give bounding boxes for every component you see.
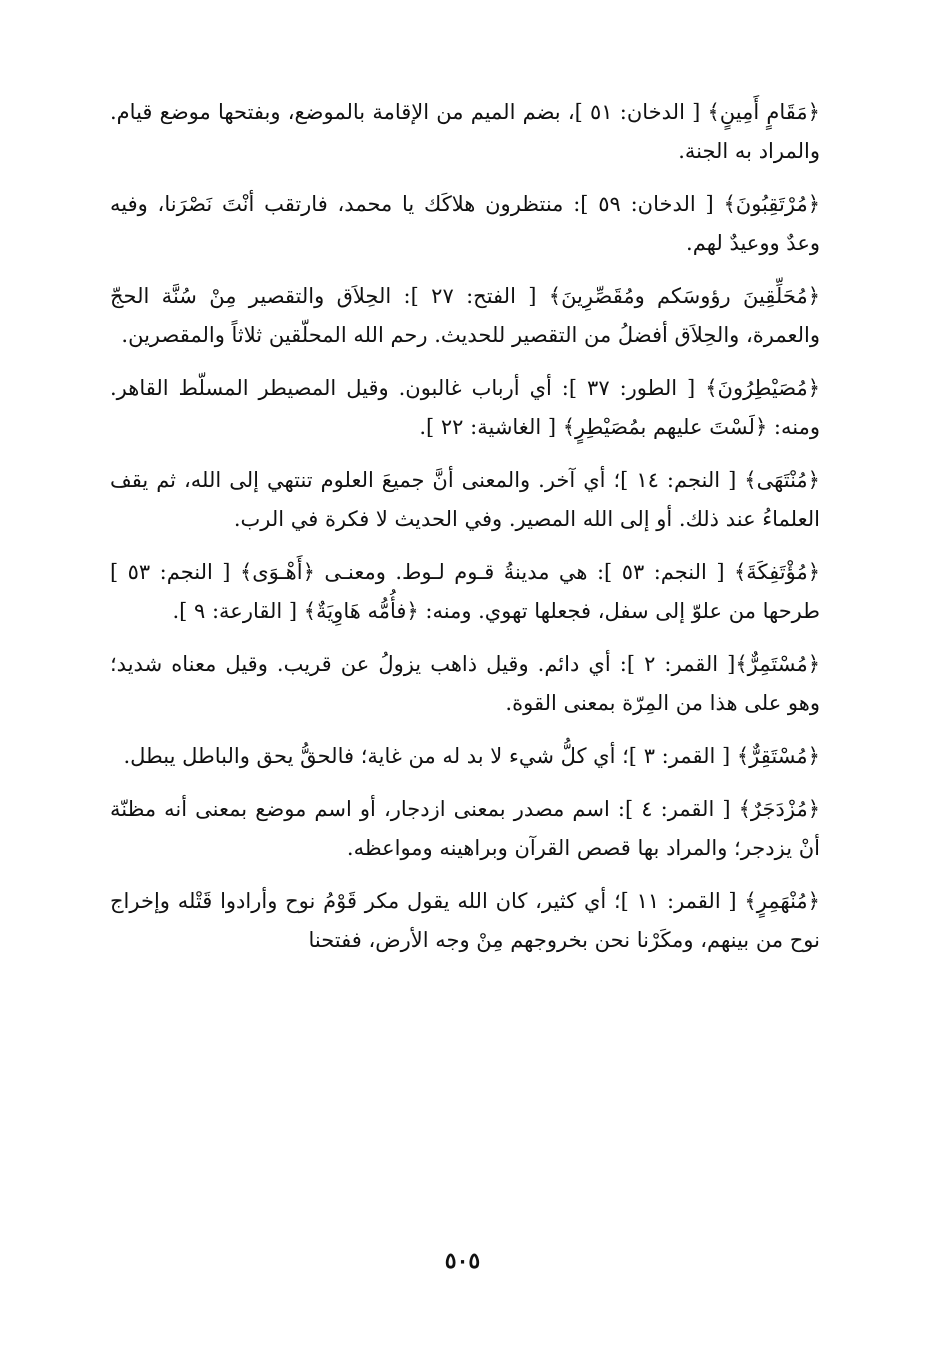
glossary-entry <box>110 645 820 723</box>
glossary-entry <box>110 185 820 263</box>
entry-text: ﴿مُسْتَمِرٌّ﴾[ القمر: ٢ ]: أي دائم. وقيل ذاهب يزولُ عن قريب. وقيل معناه شديد؛ وهو على هذا من المِرّة بمعنى القوة. <box>110 652 821 715</box>
entry-text: ﴿مُصَيْطِرُونَ﴾ [ الطور: ٣٧ ]: أي أرباب غالبون. وقيل المصيطر المسلّط القاهر. ومنه: ﴿لَسْتَ عليهم بمُصَيْطِرٍ﴾ [ الغاشية: ٢٢ ]. <box>110 376 820 439</box>
glossary-entry <box>110 553 820 631</box>
glossary-entry <box>110 369 820 447</box>
glossary-entry <box>110 790 820 868</box>
page-number: ٥٠٥ <box>444 1248 481 1274</box>
glossary-entry <box>110 737 820 776</box>
entry-text: ﴿مَقَامٍ أَمِينٍ﴾ [ الدخان: ٥١ ]، بضم الميم من الإقامة بالموضع، وبفتحها موضع قيام. والمراد به الجنة. <box>110 100 820 163</box>
entry-text: ﴿مُنْتَهَى﴾ [ النجم: ١٤ ]؛ أي آخر. والمعنى أنَّ جميعَ العلوم تنتهي إلى الله، ثم يقف العلماءُ عند ذلك. أو إلى الله المصير. وفي الحديث لا فكرة في الرب. <box>110 468 820 531</box>
entry-text: ﴿مُحَلِّقِينَ رؤوسَكم ومُقَصِّرِينَ﴾ [ الفتح: ٢٧ ]: الحِلاَق والتقصير مِنْ سُنَّة الحجّ والعمرة، والحِلاَق أفضلُ من التقصير للحديث. رحم الله المحلّقين ثلاثاً والمقصرين. <box>110 284 820 347</box>
entry-text: ﴿مُرْتَقِبُونَ﴾ [ الدخان: ٥٩ ]: منتظرون هلاكَك يا محمد، فارتقب أنْتَ نَصْرَنا، وفيه وعدٌ ووعيدٌ لهم. <box>110 192 821 255</box>
entry-text: ﴿مُؤْتَفِكَةَ﴾ [ النجم: ٥٣ ]: هي مدينةُ قـوم لـوط. ومعنـى ﴿أَهْـوَى﴾ [ النجم: ٥٣ ] طرحها من علوّ إلى سفل، فجعلها تهوي. ومنه: ﴿فأُمُّه هَاوِيَةٌ﴾ [ القارعة: ٩ ]. <box>110 560 821 623</box>
page-body <box>110 93 820 974</box>
glossary-entry <box>110 461 820 539</box>
entry-text: ﴿مُسْتَقِرٌّ﴾ [ القمر: ٣ ]؛ أي كلُّ شيء لا بد له من غاية؛ فالحقُّ يحق والباطل يبطل. <box>123 744 820 768</box>
entry-text: ﴿مُزْدَجَرٌ﴾ [ القمر: ٤ ]: اسم مصدر بمعنى ازدجار، أو اسم موضع بمعنى أنه مظنّة أنْ يزدجر؛ والمراد بها قصص القرآن وبراهينه ومواعظه. <box>110 797 820 860</box>
glossary-entry <box>110 882 820 960</box>
glossary-entry <box>110 277 820 355</box>
glossary-entry <box>110 93 820 171</box>
entry-text: ﴿مُنْهَمِرٍ﴾ [ القمر: ١١ ]؛ أي كثير، كان الله يقول مكر قَوْمُ نوح وأرادوا قَتْله وإخراج نوح من بينهم، ومكَرْنا نحن بخروجهم مِنْ وجه الأرض، ففتحنا <box>110 889 820 952</box>
